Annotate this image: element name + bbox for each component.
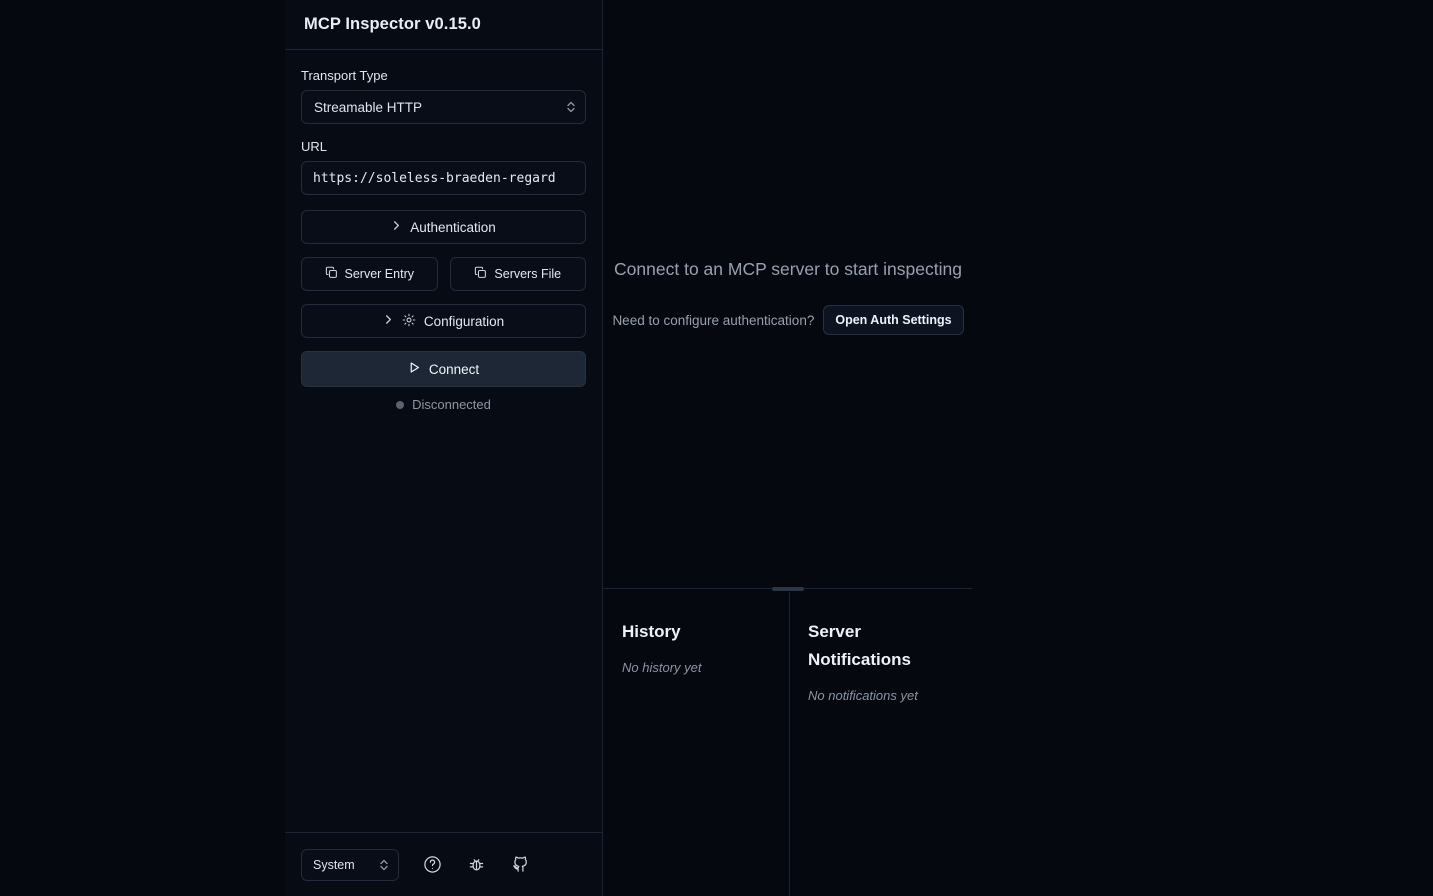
- main-area: [604, 0, 972, 896]
- history-panel: [604, 592, 790, 896]
- github-icon[interactable]: [509, 854, 531, 876]
- empty-state: [604, 0, 972, 588]
- chevron-right-icon: [391, 220, 402, 234]
- play-icon: [408, 361, 421, 377]
- app-title: MCP Inspector v0.15.0: [304, 15, 481, 33]
- connect-button[interactable]: [301, 351, 586, 387]
- debug-bug-icon[interactable]: [465, 854, 487, 876]
- url-label: URL: [301, 139, 328, 154]
- configuration-label: Configuration: [423, 313, 505, 329]
- authentication-button[interactable]: [301, 210, 586, 244]
- connection-status: [301, 397, 586, 412]
- connect-label: Connect: [428, 361, 480, 377]
- chevron-updown-icon: [566, 100, 576, 114]
- splitter-handle[interactable]: [772, 587, 804, 591]
- theme-select[interactable]: [301, 849, 399, 881]
- server-notifications-panel: [790, 592, 972, 896]
- transport-type-label: Transport Type: [301, 68, 388, 83]
- status-label: Disconnected: [412, 397, 491, 412]
- server-notifications-title: Server Notifications: [808, 622, 911, 669]
- servers-file-button[interactable]: [450, 257, 587, 291]
- copy-buttons-row: [301, 257, 586, 291]
- server-entry-label: Server Entry: [344, 267, 414, 281]
- auth-prompt-text: Need to configure authentication?: [612, 312, 815, 328]
- open-auth-settings-button[interactable]: Open Auth Settings: [823, 305, 963, 335]
- transport-type-value: Streamable HTTP: [314, 99, 423, 115]
- notifications-empty-text: No notifications yet: [808, 688, 918, 703]
- bottom-panels: [604, 592, 972, 896]
- gear-icon: [402, 313, 416, 330]
- status-dot-icon: [396, 401, 404, 409]
- chevron-updown-icon: [379, 858, 389, 872]
- copy-icon: [325, 266, 338, 282]
- auth-prompt-row: [604, 305, 972, 335]
- servers-file-label: Servers File: [494, 267, 562, 281]
- sidebar-header: [285, 0, 602, 50]
- empty-state-title: Connect to an MCP server to start inspecting: [614, 259, 962, 279]
- copy-icon: [474, 266, 487, 282]
- transport-type-select[interactable]: [301, 90, 586, 124]
- chevron-right-icon: [383, 314, 394, 328]
- history-empty-text: No history yet: [622, 660, 702, 675]
- server-entry-button[interactable]: [301, 257, 438, 291]
- theme-value: System: [313, 857, 355, 872]
- sidebar: [285, 0, 603, 896]
- panel-splitter[interactable]: [604, 588, 972, 592]
- configuration-button[interactable]: [301, 304, 586, 338]
- help-icon[interactable]: [421, 854, 443, 876]
- sidebar-body: [285, 50, 602, 832]
- url-input[interactable]: [301, 161, 586, 195]
- sidebar-footer: [285, 832, 602, 896]
- authentication-label: Authentication: [410, 219, 496, 235]
- history-title: History: [622, 622, 681, 641]
